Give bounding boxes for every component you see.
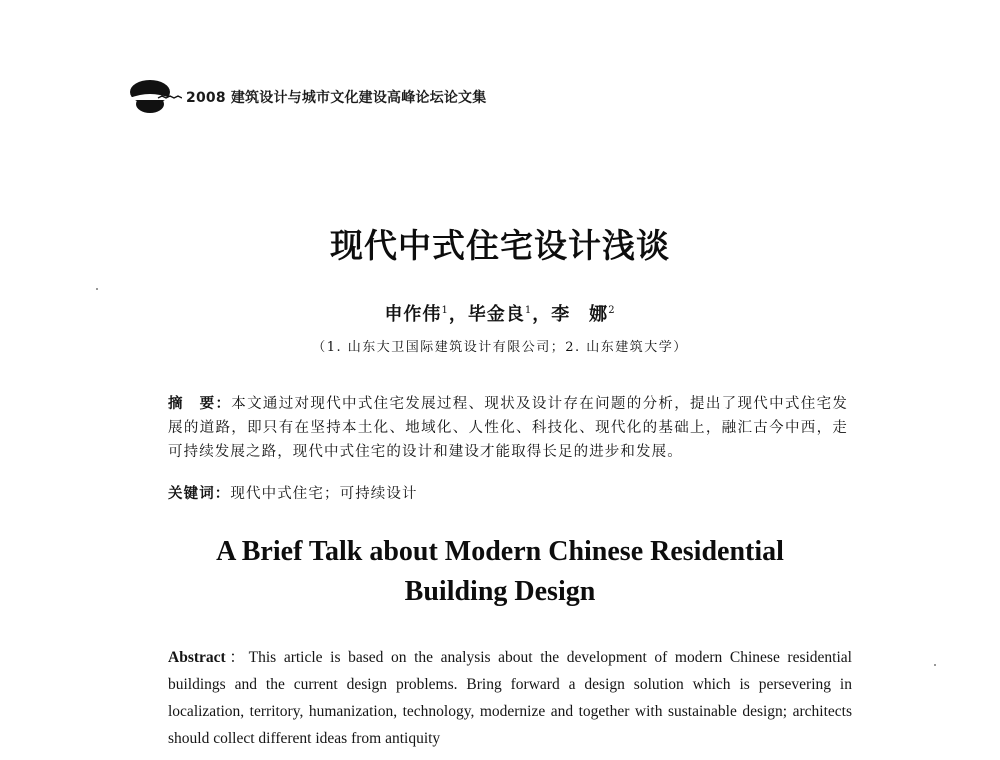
- author-separator: ，: [448, 304, 468, 325]
- series-title: 2008 建筑设计与城市文化建设高峰论坛论文集: [186, 90, 487, 106]
- keywords: [168, 482, 848, 506]
- abstract-en-colon: ：: [225, 649, 249, 666]
- title-en-line1: A Brief Talk about Modern Chinese Residential: [216, 536, 784, 567]
- keywords-text: 现代中式住宅；可持续设计: [230, 486, 418, 502]
- author-separator: ，: [532, 304, 552, 325]
- title-en-line2: Building Design: [404, 576, 596, 607]
- paper-title-en: [0, 532, 1000, 612]
- author-affil-mark: 1: [524, 305, 533, 316]
- forum-logo-icon: [128, 76, 182, 118]
- page-header: [128, 76, 486, 118]
- paper-title-cn: 现代中式住宅设计浅谈: [330, 226, 670, 265]
- affiliation: （1. 山东大卫国际建筑设计有限公司；2. 山东建筑大学）: [312, 340, 688, 355]
- abstract-en: [168, 644, 852, 752]
- author-name: 李 娜: [551, 304, 609, 325]
- author-name: 申作伟: [384, 304, 442, 325]
- author-affil-mark: 2: [608, 305, 616, 316]
- author-list: [0, 300, 1000, 326]
- author-name: 毕金良: [467, 304, 525, 325]
- abstract-cn: [168, 392, 848, 464]
- abstract-cn-text: 本文通过对现代中式住宅发展过程、现状及设计存在问题的分析，提出了现代中式住宅发展的道路，即只有在坚持本土化、地域化、人性化、科技化、现代化的基础上，融汇古今中西，走可持续发展之路，现代中式住宅的设计和建设才能取得长足的进步和发展。: [168, 396, 848, 460]
- abstract-en-label: Abstract: [168, 649, 226, 666]
- author-affil-mark: 1: [441, 305, 449, 316]
- keywords-label: 关键词：: [168, 485, 231, 502]
- scan-speck: [934, 664, 936, 666]
- scan-speck: [96, 288, 98, 290]
- abstract-cn-label: 摘 要：: [168, 395, 232, 412]
- abstract-en-text: This article is based on the analysis about the development of modern Chinese residential buildings and the current design problems. Bring forward a design solution which is persevering in localization, territory, humanization, technology, modernize and together with sustainable design; architects should collect different ideas from antiquity: [168, 649, 852, 747]
